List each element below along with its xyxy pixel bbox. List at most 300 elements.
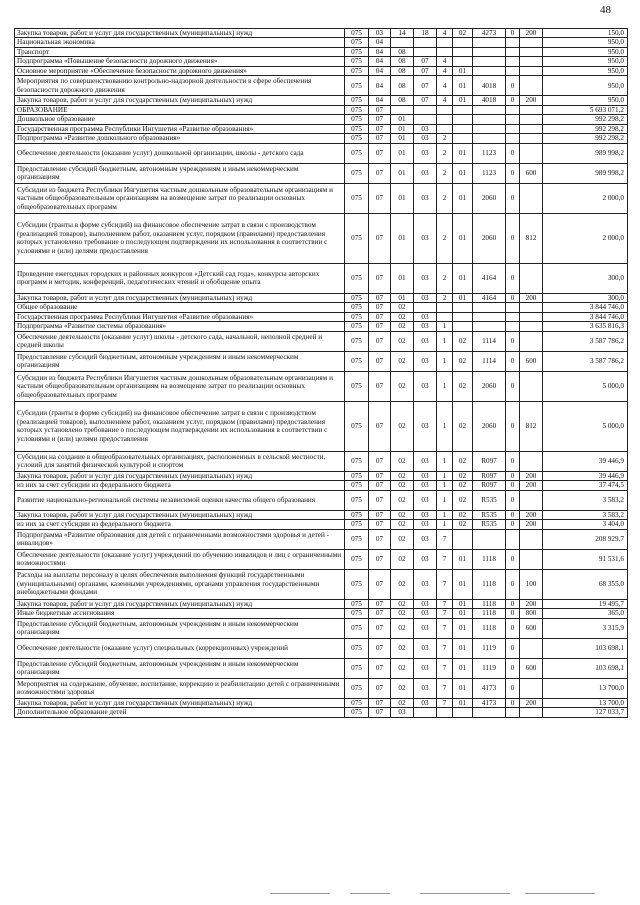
code-cell: 4164	[473, 293, 506, 302]
code-cell: 03	[414, 293, 437, 302]
code-cell	[506, 322, 520, 331]
code-cell: 075	[345, 303, 369, 312]
code-cell: 02	[453, 401, 473, 451]
code-cell: 1114	[473, 331, 506, 351]
code-cell: 04	[369, 76, 391, 96]
code-cell: 03	[414, 638, 437, 658]
sum-cell: 103 698,1	[543, 658, 628, 678]
code-cell: 0	[506, 618, 520, 638]
code-cell	[520, 38, 543, 47]
code-cell: 02	[391, 529, 414, 549]
table-row	[15, 47, 628, 56]
row-name: Общее образование	[15, 303, 345, 312]
code-cell: 075	[345, 708, 369, 717]
code-cell	[520, 708, 543, 717]
code-cell: 01	[391, 163, 414, 183]
code-cell	[520, 303, 543, 312]
code-cell	[506, 115, 520, 124]
sum-cell: 150,0	[543, 29, 628, 38]
code-cell: 0	[506, 163, 520, 183]
table-row	[15, 143, 628, 163]
row-name: Закупка товаров, работ и услуг для государственных (муниципальных) нужд	[15, 471, 345, 480]
code-cell: 03	[414, 618, 437, 638]
sum-cell: 989 998,2	[543, 143, 628, 163]
code-cell	[414, 38, 437, 47]
code-cell: 4173	[473, 698, 506, 707]
sum-cell: 300,0	[543, 263, 628, 293]
code-cell: 075	[345, 549, 369, 569]
code-cell: 0	[506, 451, 520, 471]
row-name: Мероприятия на содержание, обучение, воспитание, коррекцию и реабилитацию детей с ограниченными возможностями здоровья	[15, 678, 345, 698]
code-cell: 1118	[473, 549, 506, 569]
code-cell: 02	[391, 569, 414, 599]
code-cell: 07	[369, 303, 391, 312]
code-cell: 1118	[473, 609, 506, 618]
code-cell: 1123	[473, 143, 506, 163]
table-row	[15, 708, 628, 717]
row-name: Обеспечение деятельности (оказание услуг) дошкольной организации, школы - детского сада	[15, 143, 345, 163]
code-cell: 0	[506, 609, 520, 618]
code-cell: 4018	[473, 76, 506, 96]
code-cell	[520, 371, 543, 401]
code-cell: 02	[453, 29, 473, 38]
code-cell	[473, 57, 506, 66]
code-cell: 200	[520, 510, 543, 519]
code-cell	[520, 529, 543, 549]
code-cell: 07	[369, 293, 391, 302]
code-cell: 07	[369, 618, 391, 638]
code-cell	[506, 303, 520, 312]
code-cell: 0	[506, 678, 520, 698]
code-cell	[437, 38, 453, 47]
sum-cell: 3 844 746,0	[543, 303, 628, 312]
code-cell	[453, 312, 473, 321]
table-row	[15, 124, 628, 133]
code-cell: 1	[437, 490, 453, 510]
code-cell: 0	[506, 490, 520, 510]
code-cell: 1118	[473, 618, 506, 638]
table-row	[15, 599, 628, 608]
table-row	[15, 163, 628, 183]
table-row	[15, 569, 628, 599]
code-cell: 07	[369, 678, 391, 698]
sum-cell: 5 000,0	[543, 401, 628, 451]
code-cell	[520, 76, 543, 96]
table-row	[15, 401, 628, 451]
code-cell: 02	[391, 599, 414, 608]
code-cell: 03	[414, 698, 437, 707]
sum-cell: 91 531,6	[543, 549, 628, 569]
code-cell: 03	[414, 351, 437, 371]
code-cell: 07	[369, 105, 391, 114]
code-cell	[437, 303, 453, 312]
code-cell: 1114	[473, 351, 506, 371]
code-cell: 0	[506, 96, 520, 105]
code-cell: 075	[345, 569, 369, 599]
row-name: Субсидии из бюджета Республики Ингушетия частным дошкольным образовательным организациям и частным общеобразовательным организациям на возмещение затрат по реализации основных общеобразовательных программ	[15, 371, 345, 401]
code-cell: 7	[437, 609, 453, 618]
code-cell: 0	[506, 401, 520, 451]
code-cell: 02	[391, 371, 414, 401]
code-cell: 02	[391, 471, 414, 480]
sum-cell: 950,0	[543, 57, 628, 66]
code-cell: 812	[520, 213, 543, 263]
row-name: Обеспечение деятельности (оказание услуг) школы - детского сада, начальной, неполной средней и средней школы	[15, 331, 345, 351]
sum-cell: 365,0	[543, 609, 628, 618]
row-name: Предоставление субсидий бюджетным, автономным учреждениям и иным некоммерческим организациям	[15, 658, 345, 678]
code-cell: 03	[391, 708, 414, 717]
code-cell: 03	[414, 471, 437, 480]
code-cell: 4164	[473, 263, 506, 293]
row-name: Иные бюджетные ассигнования	[15, 609, 345, 618]
code-cell: 0	[506, 183, 520, 213]
code-cell: 07	[414, 76, 437, 96]
sum-cell: 103 698,1	[543, 638, 628, 658]
table-row	[15, 134, 628, 143]
code-cell: 075	[345, 38, 369, 47]
row-name: Национальная экономика	[15, 38, 345, 47]
row-name: Предоставление субсидий бюджетным, автономным учреждениям и иным некоммерческим организациям	[15, 618, 345, 638]
code-cell: 07	[414, 66, 437, 75]
code-cell	[506, 124, 520, 133]
code-cell: 075	[345, 520, 369, 529]
code-cell: 1	[437, 371, 453, 401]
code-cell: 075	[345, 451, 369, 471]
sum-cell: 3 587 786,2	[543, 351, 628, 371]
code-cell: 02	[391, 609, 414, 618]
code-cell: 07	[369, 658, 391, 678]
code-cell: 075	[345, 658, 369, 678]
row-name: Закупка товаров, работ и услуг для государственных (муниципальных) нужд	[15, 293, 345, 302]
code-cell: 08	[391, 66, 414, 75]
code-cell: 1	[437, 322, 453, 331]
code-cell: 07	[369, 351, 391, 371]
code-cell: 02	[391, 490, 414, 510]
code-cell	[506, 312, 520, 321]
code-cell	[520, 451, 543, 471]
code-cell: 03	[414, 183, 437, 213]
code-cell: 7	[437, 638, 453, 658]
code-cell: 02	[453, 451, 473, 471]
code-cell: 0	[506, 599, 520, 608]
code-cell: 07	[369, 481, 391, 490]
code-cell	[520, 549, 543, 569]
code-cell: 0	[506, 569, 520, 599]
row-name: Транспорт	[15, 47, 345, 56]
code-cell	[520, 263, 543, 293]
code-cell	[520, 57, 543, 66]
code-cell: 01	[391, 263, 414, 293]
code-cell: 07	[369, 401, 391, 451]
code-cell: 02	[453, 351, 473, 371]
sum-cell: 3 315,9	[543, 618, 628, 638]
table-row	[15, 183, 628, 213]
sum-cell: 3 404,0	[543, 520, 628, 529]
code-cell: 1	[437, 401, 453, 451]
code-cell: 0	[506, 293, 520, 302]
code-cell: R097	[473, 471, 506, 480]
code-cell: 01	[453, 658, 473, 678]
sum-cell: 989 998,2	[543, 163, 628, 183]
code-cell: 07	[369, 331, 391, 351]
row-name: Обеспечение деятельности (оказание услуг) учреждений по обучению инвалидов и лиц с ограниченными возможностями	[15, 549, 345, 569]
code-cell: 01	[453, 698, 473, 707]
code-cell	[453, 322, 473, 331]
code-cell: 4	[437, 66, 453, 75]
code-cell: 2	[437, 263, 453, 293]
code-cell	[473, 115, 506, 124]
code-cell: 01	[453, 609, 473, 618]
code-cell	[520, 638, 543, 658]
code-cell: 02	[391, 351, 414, 371]
code-cell: 1118	[473, 599, 506, 608]
code-cell: 02	[391, 451, 414, 471]
code-cell: 600	[520, 351, 543, 371]
sum-cell: 300,0	[543, 293, 628, 302]
row-name: Подпрограмма «Развитие образования для детей с ограниченными возможностями здоровья и детей - инвалидов»	[15, 529, 345, 549]
code-cell: 08	[391, 47, 414, 56]
sum-cell: 950,0	[543, 66, 628, 75]
table-row	[15, 312, 628, 321]
code-cell	[506, 134, 520, 143]
code-cell	[473, 529, 506, 549]
code-cell	[473, 105, 506, 114]
code-cell: 075	[345, 331, 369, 351]
code-cell: 02	[453, 481, 473, 490]
table-row	[15, 549, 628, 569]
code-cell: 01	[453, 96, 473, 105]
row-name: Предоставление субсидий бюджетным, автономным учреждениям и иным некоммерческим организациям	[15, 163, 345, 183]
code-cell: 4	[437, 76, 453, 96]
code-cell: 02	[453, 331, 473, 351]
code-cell: 1	[437, 331, 453, 351]
code-cell: 800	[520, 609, 543, 618]
code-cell: 02	[391, 698, 414, 707]
code-cell: 075	[345, 618, 369, 638]
code-cell: 2	[437, 293, 453, 302]
code-cell: 2	[437, 213, 453, 263]
row-name: Субсидии из бюджета Республики Ингушетия частным дошкольным образовательным организациям и частным общеобразовательным организациям на возмещение затрат по реализации основных общеобразовательных программ	[15, 183, 345, 213]
code-cell: 075	[345, 213, 369, 263]
code-cell: 7	[437, 678, 453, 698]
code-cell: 200	[520, 29, 543, 38]
code-cell: 07	[369, 451, 391, 471]
code-cell	[473, 708, 506, 717]
table-row	[15, 213, 628, 263]
code-cell: 075	[345, 510, 369, 519]
code-cell: 07	[369, 115, 391, 124]
code-cell: 075	[345, 163, 369, 183]
code-cell: 02	[391, 618, 414, 638]
code-cell: 1119	[473, 658, 506, 678]
code-cell: 08	[391, 57, 414, 66]
page-number: 48	[600, 4, 611, 16]
code-cell: 0	[506, 213, 520, 263]
code-cell: 03	[414, 490, 437, 510]
code-cell: 01	[391, 143, 414, 163]
code-cell: 07	[369, 520, 391, 529]
code-cell: 1	[437, 481, 453, 490]
code-cell	[520, 105, 543, 114]
code-cell: 1	[437, 451, 453, 471]
code-cell: 01	[453, 163, 473, 183]
code-cell: 01	[391, 124, 414, 133]
row-name: Закупка товаров, работ и услуг для государственных (муниципальных) нужд	[15, 29, 345, 38]
code-cell: 0	[506, 371, 520, 401]
code-cell: 03	[414, 609, 437, 618]
table-row	[15, 678, 628, 698]
code-cell: 07	[369, 609, 391, 618]
code-cell: 0	[506, 76, 520, 96]
code-cell: 07	[369, 263, 391, 293]
row-name: ОБРАЗОВАНИЕ	[15, 105, 345, 114]
code-cell	[414, 708, 437, 717]
code-cell: 07	[414, 96, 437, 105]
row-name: Подпрограмма «Развитие дошкольного образования»	[15, 134, 345, 143]
code-cell	[453, 134, 473, 143]
table-row	[15, 322, 628, 331]
code-cell	[520, 678, 543, 698]
code-cell: 075	[345, 29, 369, 38]
code-cell	[437, 47, 453, 56]
code-cell: 02	[391, 312, 414, 321]
code-cell	[437, 105, 453, 114]
code-cell: R535	[473, 490, 506, 510]
code-cell: 075	[345, 312, 369, 321]
row-name: Предоставление субсидий бюджетным, автономным учреждениям и иным некоммерческим организациям	[15, 351, 345, 371]
code-cell: 600	[520, 163, 543, 183]
sum-cell: 68 355,0	[543, 569, 628, 599]
code-cell: 03	[414, 263, 437, 293]
code-cell: 02	[391, 638, 414, 658]
sum-cell: 208 929,7	[543, 529, 628, 549]
code-cell: 07	[369, 322, 391, 331]
code-cell: 200	[520, 293, 543, 302]
footer-scan-marks	[0, 893, 640, 905]
code-cell	[506, 105, 520, 114]
code-cell: 03	[414, 322, 437, 331]
code-cell: 075	[345, 143, 369, 163]
code-cell: 03	[414, 134, 437, 143]
code-cell	[453, 38, 473, 47]
table-row	[15, 96, 628, 105]
code-cell: 01	[453, 263, 473, 293]
code-cell: 07	[369, 698, 391, 707]
code-cell: 02	[391, 331, 414, 351]
code-cell: 04	[369, 96, 391, 105]
code-cell: 812	[520, 401, 543, 451]
sum-cell: 950,0	[543, 96, 628, 105]
code-cell: 07	[369, 569, 391, 599]
table-row	[15, 638, 628, 658]
sum-cell: 950,0	[543, 38, 628, 47]
code-cell: 075	[345, 263, 369, 293]
code-cell: 02	[453, 510, 473, 519]
code-cell: 07	[369, 124, 391, 133]
code-cell: 01	[453, 569, 473, 599]
code-cell: 075	[345, 698, 369, 707]
table-row	[15, 38, 628, 47]
code-cell: 2060	[473, 401, 506, 451]
code-cell: 03	[414, 143, 437, 163]
code-cell: 01	[453, 618, 473, 638]
code-cell: 4173	[473, 678, 506, 698]
code-cell	[453, 708, 473, 717]
table-row	[15, 29, 628, 38]
code-cell: 1123	[473, 163, 506, 183]
row-name: Мероприятия по совершенствованию контрольно-надзорной деятельности в сфере обеспечения безопасности дорожного движения	[15, 76, 345, 96]
sum-cell: 127 033,7	[543, 708, 628, 717]
code-cell	[520, 143, 543, 163]
row-name: из них за счет субсидии из федерального бюджета	[15, 481, 345, 490]
code-cell	[414, 105, 437, 114]
code-cell: 02	[453, 490, 473, 510]
code-cell: 07	[369, 638, 391, 658]
code-cell: 2	[437, 143, 453, 163]
code-cell: 07	[369, 163, 391, 183]
code-cell: 07	[369, 471, 391, 480]
code-cell: 03	[414, 481, 437, 490]
code-cell	[414, 47, 437, 56]
code-cell	[391, 38, 414, 47]
code-cell	[453, 105, 473, 114]
code-cell: 0	[506, 481, 520, 490]
code-cell	[520, 66, 543, 75]
code-cell: 02	[391, 678, 414, 698]
code-cell: 075	[345, 322, 369, 331]
code-cell: 01	[391, 115, 414, 124]
code-cell: 1	[437, 471, 453, 480]
sum-cell: 3 583,2	[543, 490, 628, 510]
row-name: Закупка товаров, работ и услуг для государственных (муниципальных) нужд	[15, 698, 345, 707]
table-row	[15, 303, 628, 312]
row-name: Субсидии (гранты в форме субсидий) на финансовое обеспечение затрат в связи с производством (реализацией товаров), выполнением работ, оказанием услуг, порядком (правилами) предоставления которых установлено требование о последующем подтверждении их использования в соответствии с условиями и (или) целями предоставления	[15, 401, 345, 451]
code-cell	[520, 124, 543, 133]
sum-cell: 39 446,9	[543, 471, 628, 480]
table-row	[15, 451, 628, 471]
code-cell: 075	[345, 293, 369, 302]
code-cell: 02	[391, 481, 414, 490]
code-cell: 01	[453, 293, 473, 302]
code-cell	[473, 66, 506, 75]
code-cell	[506, 529, 520, 549]
code-cell: 075	[345, 134, 369, 143]
code-cell	[520, 183, 543, 213]
code-cell: 0	[506, 471, 520, 480]
code-cell: 03	[414, 658, 437, 678]
code-cell: 02	[453, 371, 473, 401]
code-cell	[520, 490, 543, 510]
code-cell: 07	[369, 183, 391, 213]
code-cell: 02	[453, 471, 473, 480]
sum-cell: 39 446,9	[543, 451, 628, 471]
row-name: Расходы на выплаты персоналу в целях обеспечения выполнения функций государственными (муниципальными) органами, казенными учреждениями, органами управления государственными внебюджетными фондами	[15, 569, 345, 599]
code-cell: 1	[437, 351, 453, 371]
code-cell	[453, 529, 473, 549]
code-cell: 03	[414, 124, 437, 133]
table-row	[15, 510, 628, 519]
sum-cell: 2 000,0	[543, 183, 628, 213]
code-cell: 600	[520, 618, 543, 638]
code-cell: 0	[506, 351, 520, 371]
code-cell: 0	[506, 638, 520, 658]
code-cell: 03	[414, 529, 437, 549]
code-cell: 07	[369, 213, 391, 263]
code-cell: 2060	[473, 371, 506, 401]
table-row	[15, 520, 628, 529]
table-row	[15, 76, 628, 96]
code-cell: 2	[437, 134, 453, 143]
